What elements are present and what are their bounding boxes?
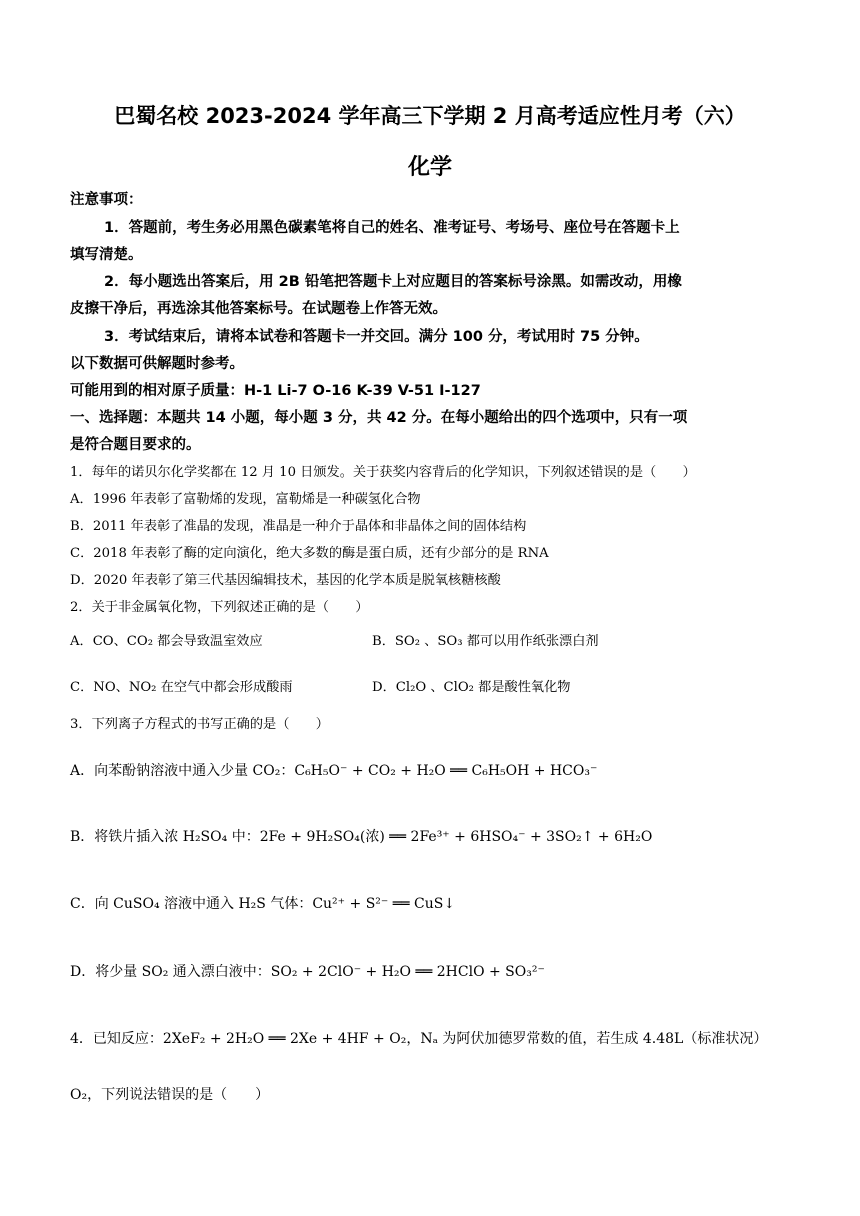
q3-option-d: D．将少量 SO₂ 通入漂白液中：SO₂ + 2ClO⁻ + H₂O ══ 2HClO + SO₃²⁻	[70, 964, 545, 980]
q2-stem: 2．关于非金属氧化物，下列叙述正确的是（ ）	[70, 600, 369, 615]
note-item-1-line-1: 1．答题前，考生务必用黑色碳素笔将自己的姓名、准考证号、考场号、座位号在答题卡上	[104, 220, 680, 236]
q1-option-d: D．2020 年表彰了第三代基因编辑技术，基因的化学本质是脱氧核糖核酸	[70, 573, 501, 588]
q1-option-b: B．2011 年表彰了准晶的发现，准晶是一种介于晶体和非晶体之间的固体结构	[70, 519, 527, 534]
note-item-1-line-2: 填写清楚。	[70, 247, 143, 263]
q1-option-a: A．1996 年表彰了富勒烯的发现，富勒烯是一种碳氢化合物	[70, 492, 421, 507]
subject-title: 化学	[407, 155, 452, 180]
q3-option-b: B．将铁片插入浓 H₂SO₄ 中：2Fe + 9H₂SO₄(浓) ══ 2Fe³⁺ + 6HSO₄⁻ + 3SO₂↑ + 6H₂O	[70, 829, 653, 845]
q4-stem-line-2: O₂，下列说法错误的是（ ）	[70, 1087, 270, 1103]
q4-stem-line-1: 4．已知反应：2XeF₂ + 2H₂O ══ 2Xe + 4HF + O₂，Nₐ 为阿伏加德罗常数的值，若生成 4.48L（标准状况）	[70, 1031, 768, 1047]
section-1-heading-line-2: 是符合题目要求的。	[70, 437, 201, 453]
q2-option-b: B．SO₂ 、SO₃ 都可以用作纸张漂白剂	[372, 634, 599, 649]
note-item-3: 3．考试结束后，请将本试卷和答题卡一并交回。满分 100 分，考试用时 75 分钟。	[104, 329, 649, 345]
q3-option-c: C．向 CuSO₄ 溶液中通入 H₂S 气体：Cu²⁺ + S²⁻ ══ CuS↓	[70, 896, 456, 912]
exam-title: 巴蜀名校 2023-2024 学年高三下学期 2 月高考适应性月考（六）	[114, 104, 746, 128]
atomic-mass-line: 可能用到的相对原子质量：H-1 Li-7 O-16 K-39 V-51 I-127	[70, 383, 481, 399]
note-item-2-line-2: 皮擦干净后，再选涂其他答案标号。在试题卷上作答无效。	[70, 301, 447, 317]
section-1-heading-line-1: 一、选择题：本题共 14 小题，每小题 3 分，共 42 分。在每小题给出的四个选项中，只有一项	[70, 410, 688, 426]
q1-option-c: C．2018 年表彰了酶的定向演化，绝大多数的酶是蛋白质，还有少部分的是 RNA	[70, 546, 549, 561]
q2-option-c: C．NO、NO₂ 在空气中都会形成酸雨	[70, 680, 293, 695]
note-item-2-line-1: 2．每小题选出答案后，用 2B 铅笔把答题卡上对应题目的答案标号涂黑。如需改动，用橡	[104, 274, 682, 290]
notes-heading: 注意事项：	[70, 192, 143, 208]
q2-option-a: A．CO、CO₂ 都会导致温室效应	[70, 634, 263, 649]
q3-option-a: A．向苯酚钠溶液中通入少量 CO₂：C₆H₅O⁻ + CO₂ + H₂O ══ C₆H₅OH + HCO₃⁻	[70, 763, 598, 779]
q2-option-d: D．Cl₂O 、ClO₂ 都是酸性氧化物	[372, 680, 571, 695]
q1-stem: 1．每年的诺贝尔化学奖都在 12 月 10 日颁发。关于获奖内容背后的化学知识，下列叙述错误的是（ ）	[70, 465, 696, 480]
q3-stem: 3．下列离子方程式的书写正确的是（ ）	[70, 717, 329, 732]
data-note: 以下数据可供解题时参考。	[70, 356, 244, 372]
